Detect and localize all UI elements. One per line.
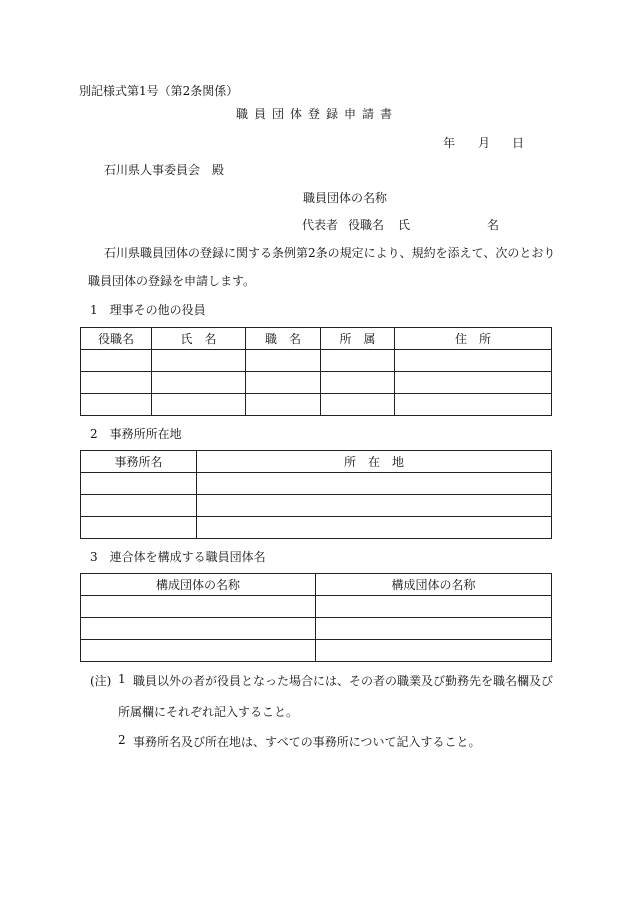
table-cell[interactable] <box>197 517 552 539</box>
table-cell[interactable] <box>197 473 552 495</box>
table-cell[interactable] <box>246 372 321 394</box>
note1-text-line1: 職員以外の者が役員となった場合には、その者の職業及び勤務先を職名欄及び <box>133 674 554 688</box>
addressee: 石川県人事委員会 殿 <box>104 163 225 177</box>
table-cell[interactable] <box>395 394 552 416</box>
header-member-org-right <box>316 574 552 596</box>
table-cell[interactable] <box>246 394 321 416</box>
body-text-line1: 石川県職員団体の登録に関する条例第2条の規定により、規約を添えて、次のとおり <box>104 246 556 260</box>
table-cell[interactable] <box>321 350 395 372</box>
table-row <box>81 618 552 640</box>
section2-heading: 2 事務所所在地 <box>90 427 182 441</box>
table-cell[interactable] <box>197 495 552 517</box>
form-label: 別記様式第1号（第2条関係） <box>79 84 239 98</box>
document-title: 職員団体登録申請書 <box>236 107 399 121</box>
header-affiliation-label: 所 属 <box>339 332 376 346</box>
name-label-second: 名 <box>487 218 500 232</box>
note1-text-line2: 所属欄にそれぞれ記入すること。 <box>118 705 299 719</box>
table-cell[interactable] <box>246 350 321 372</box>
table-header-row <box>81 574 552 596</box>
header-name <box>152 328 246 350</box>
table-header-row <box>81 451 552 473</box>
section1-heading: 1 理事その他の役員 <box>90 303 206 317</box>
table-cell[interactable] <box>81 473 197 495</box>
table-cell[interactable] <box>81 640 316 662</box>
note2-text: 事務所名及び所在地は、すべての事務所について記入すること。 <box>133 735 481 749</box>
table-cell[interactable] <box>81 517 197 539</box>
header-location <box>197 451 552 473</box>
table-row <box>81 640 552 662</box>
table-header-row <box>81 328 552 350</box>
header-member-org-right-label: 構成団体の名称 <box>391 578 476 592</box>
table-cell[interactable] <box>316 618 552 640</box>
table-row <box>81 473 552 495</box>
note1-number: 1 <box>118 672 126 686</box>
representative-label: 代表者 <box>302 218 339 232</box>
body-text-line2: 職員団体の登録を申請します。 <box>88 274 256 288</box>
table-cell[interactable] <box>395 372 552 394</box>
table-cell[interactable] <box>81 350 152 372</box>
header-affiliation <box>321 328 395 350</box>
date-day-label: 日 <box>512 136 525 150</box>
office-table <box>80 450 552 539</box>
table-cell[interactable] <box>81 495 197 517</box>
table-cell[interactable] <box>81 372 152 394</box>
header-member-org-left-label: 構成団体の名称 <box>155 578 240 592</box>
table-row <box>81 394 552 416</box>
table-cell[interactable] <box>316 640 552 662</box>
date-month-label: 月 <box>478 136 491 150</box>
table-cell[interactable] <box>316 596 552 618</box>
name-label-first: 氏 <box>398 218 411 232</box>
position-label: 役職名 <box>348 218 385 232</box>
table-cell[interactable] <box>81 618 316 640</box>
header-office-name <box>81 451 197 473</box>
header-office-name-label: 事務所名 <box>114 455 163 469</box>
header-position <box>81 328 152 350</box>
header-address-label: 住 所 <box>454 332 491 346</box>
table-cell[interactable] <box>81 394 152 416</box>
table-row <box>81 350 552 372</box>
table-row <box>81 596 552 618</box>
table-cell[interactable] <box>152 350 246 372</box>
table-row <box>81 517 552 539</box>
header-address <box>395 328 552 350</box>
header-position-label: 役職名 <box>97 332 134 346</box>
section3-heading: 3 連合体を構成する職員団体名 <box>90 550 266 564</box>
table-row <box>81 372 552 394</box>
notes-prefix: (注) <box>90 674 112 688</box>
header-name-label: 氏 名 <box>180 332 217 346</box>
table-row <box>81 495 552 517</box>
header-location-label: 所 在 地 <box>343 455 404 469</box>
header-member-org-left <box>81 574 316 596</box>
table-cell[interactable] <box>321 394 395 416</box>
member-orgs-table <box>80 573 552 662</box>
officers-table <box>80 327 552 416</box>
table-cell[interactable] <box>152 394 246 416</box>
table-cell[interactable] <box>321 372 395 394</box>
org-name-label: 職員団体の名称 <box>303 191 388 205</box>
table-cell[interactable] <box>152 372 246 394</box>
table-cell[interactable] <box>395 350 552 372</box>
header-job-title-label: 職 名 <box>264 332 301 346</box>
table-cell[interactable] <box>81 596 316 618</box>
note2-number: 2 <box>118 733 126 747</box>
date-year-label: 年 <box>443 136 456 150</box>
header-job-title <box>246 328 321 350</box>
